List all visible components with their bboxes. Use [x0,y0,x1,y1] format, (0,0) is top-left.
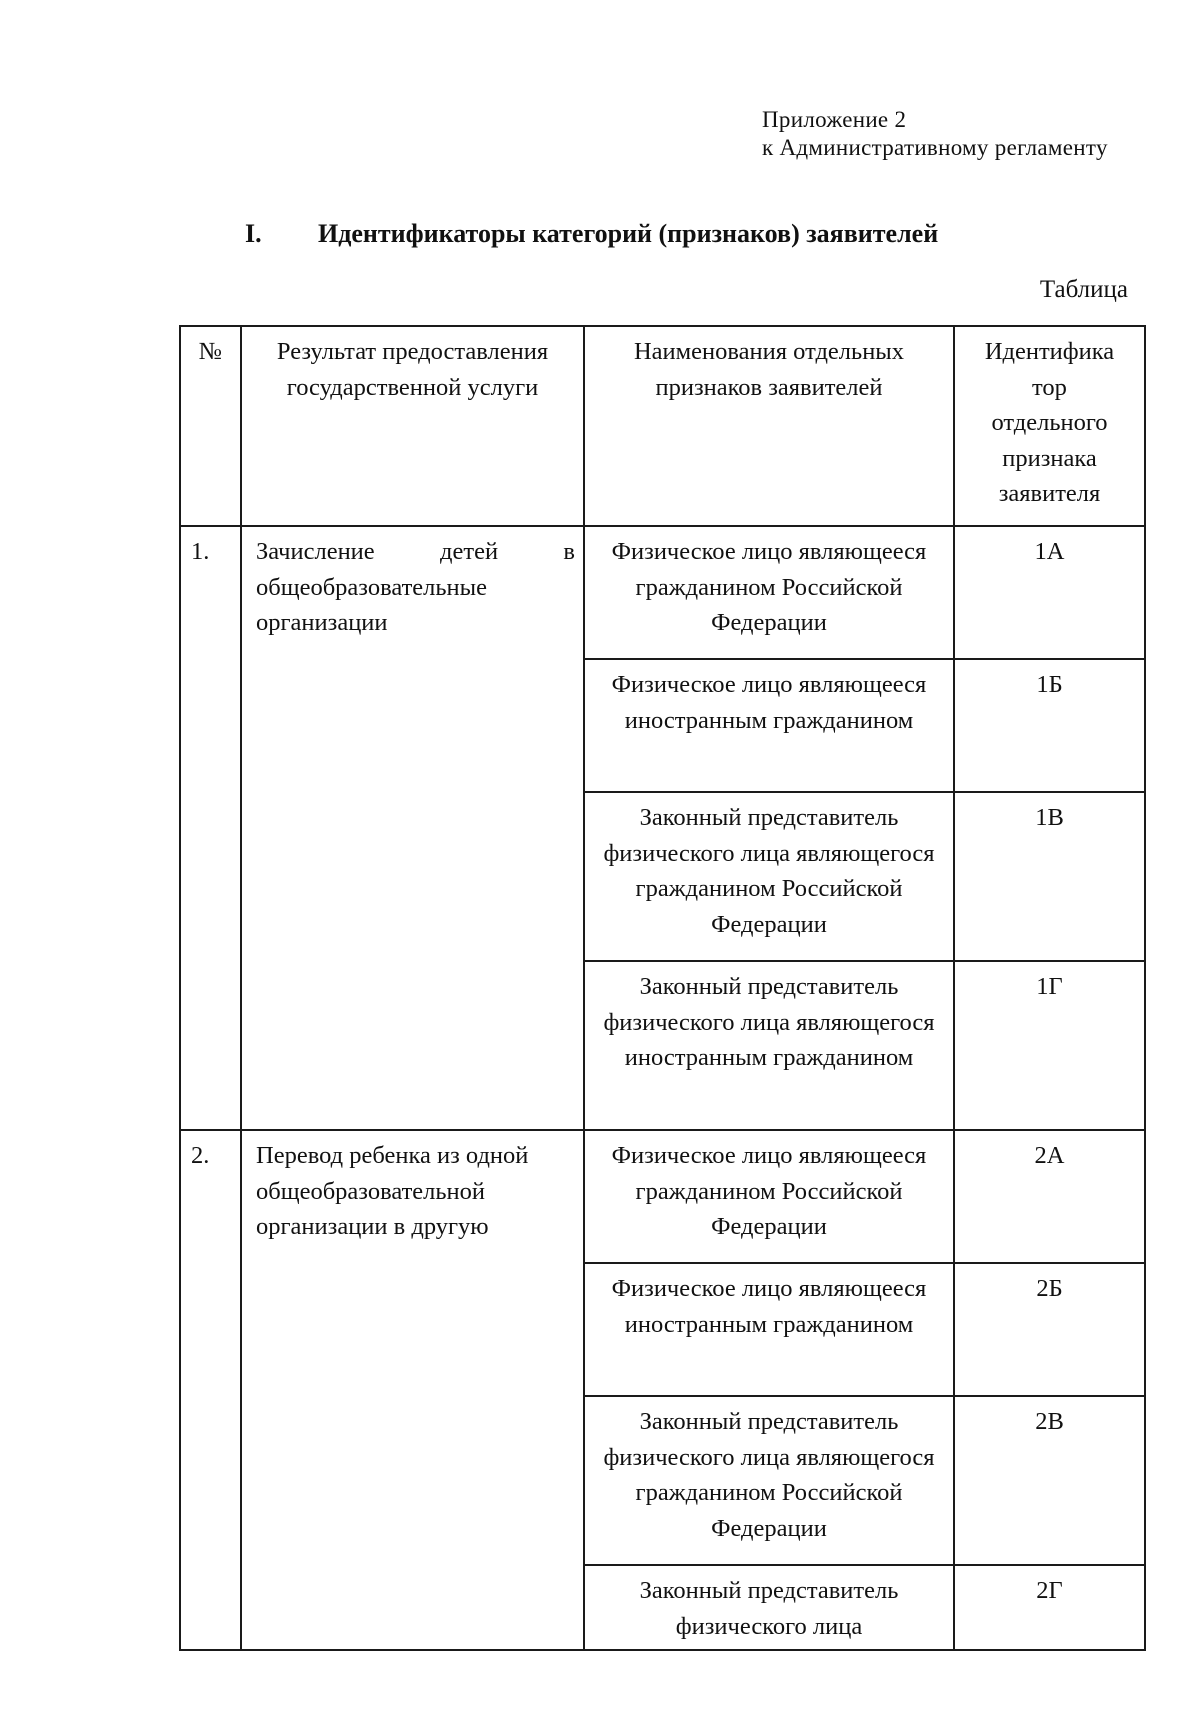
applicant-category-id: 2А [954,1130,1145,1263]
header-identifier-line: признака [1002,444,1097,472]
applicant-category-name: Физическое лицо являющееся гражданином Российской Федерации [584,526,954,659]
applicant-category-id: 1А [954,526,1145,659]
section-heading [245,219,938,249]
applicant-category-id: 1Г [954,961,1145,1130]
applicant-category-id: 1Б [954,659,1145,792]
header-identifier-line: тор [1032,373,1067,401]
applicant-category-name: Законный представитель физического лица являющегося иностранным гражданином [584,961,954,1130]
section-title: Идентификаторы категорий (признаков) заявителей [318,219,939,248]
applicant-category-id: 2В [954,1396,1145,1565]
table-row [180,526,1145,659]
row-number: 2. [180,1130,241,1650]
table-header-row [180,326,1145,526]
appendix-note [762,106,1108,162]
applicant-category-name: Физическое лицо являющееся гражданином Российской Федерации [584,1130,954,1263]
header-names: Наименования отдельных признаков заявителей [584,326,954,526]
applicant-category-name: Законный представитель физического лица являющегося гражданином Российской Федерации [584,1396,954,1565]
applicant-category-name: Законный представитель физического лица [584,1565,954,1650]
applicant-category-id: 1В [954,792,1145,961]
applicant-category-name: Законный представитель физического лица являющегося гражданином Российской Федерации [584,792,954,961]
header-identifier-line: Идентифика [984,338,1115,365]
row-result [241,1130,584,1650]
applicant-category-name: Физическое лицо являющееся иностранным гражданином [584,659,954,792]
applicant-category-name: Физическое лицо являющееся иностранным гражданином [584,1263,954,1396]
row-result [241,526,584,1130]
appendix-line-2: к Административному регламенту [762,135,1108,160]
appendix-line-1: Приложение 2 [762,107,907,132]
table-caption: Таблица [1039,276,1128,303]
header-identifier [954,326,1145,526]
identifiers-table [179,325,1146,1651]
row-number: 1. [180,526,241,1130]
applicant-category-id: 2Г [954,1565,1145,1650]
table-row [180,1130,1145,1263]
header-identifier-line: отдельного [991,409,1108,436]
header-num: № [180,326,241,526]
row-result-text: Зачисление детей в общеобразовательные организации [256,538,575,636]
section-number: I. [245,219,262,248]
applicant-category-id: 2Б [954,1263,1145,1396]
header-identifier-line: заявителя [998,480,1101,507]
header-result: Результат предоставления государственной услуги [241,326,584,526]
row-result-text: Перевод ребенка из одной общеобразовательной организации в другую [256,1142,529,1240]
